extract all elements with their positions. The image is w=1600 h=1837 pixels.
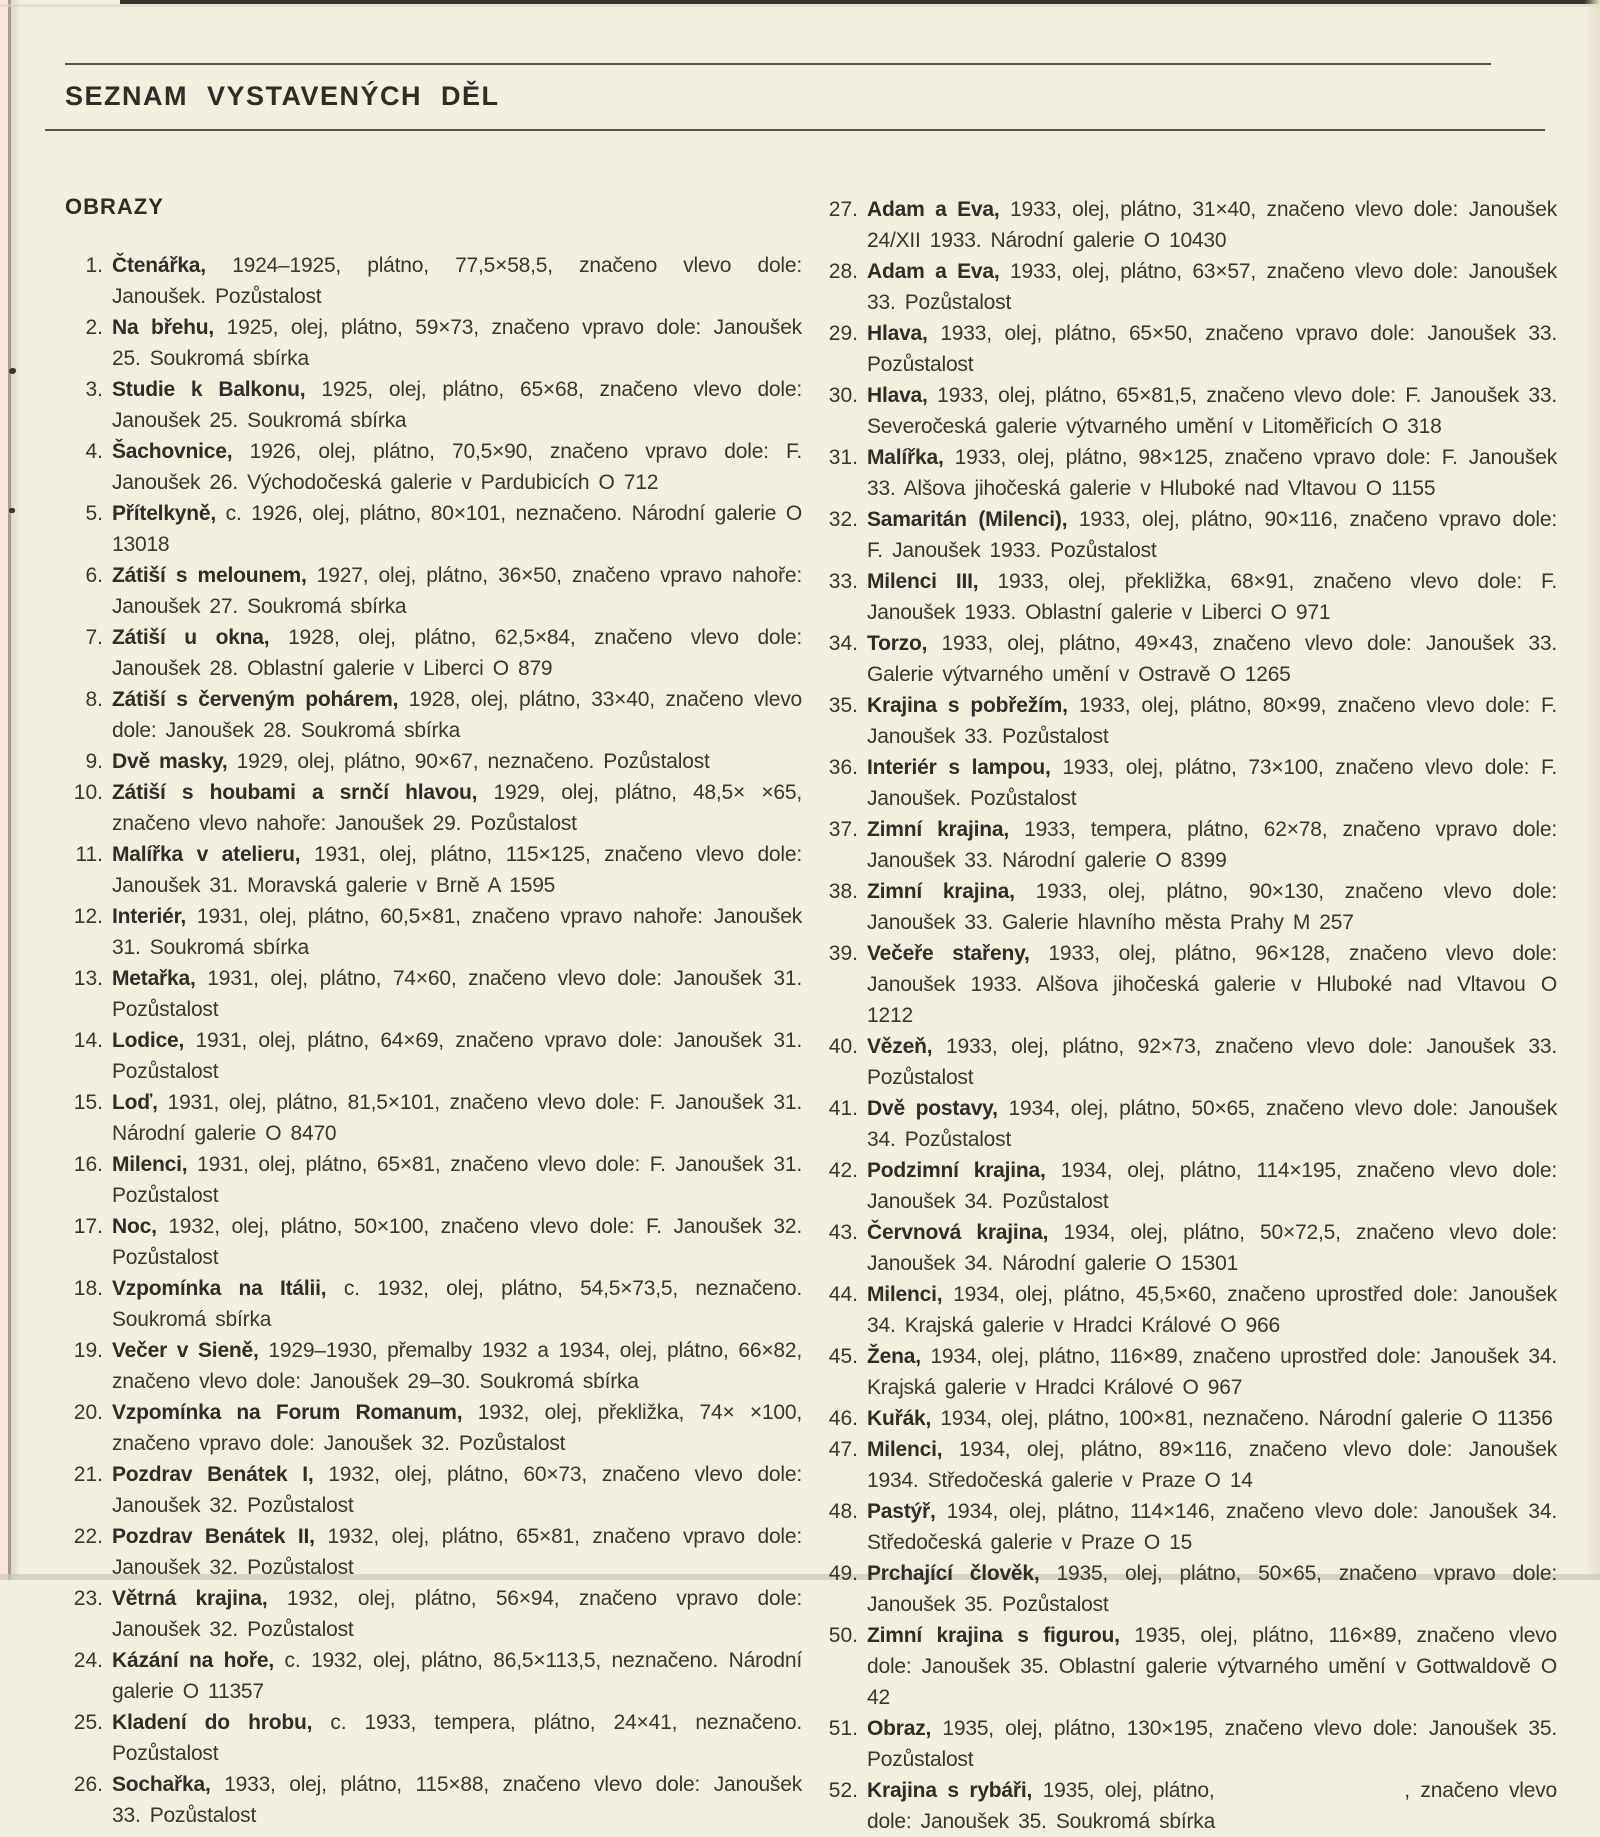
list-item	[820, 1496, 1557, 1558]
item-number: 27.	[828, 198, 858, 221]
work-title: Pozdrav Benátek II,	[112, 1525, 315, 1548]
work-details: 1933, olej, plátno, 115×88, značeno vlevo dole: Janoušek 33. Pozůstalost	[112, 1773, 803, 1827]
work-title: Milenci,	[867, 1283, 943, 1306]
work-title: Krajina s pobřežím,	[867, 694, 1068, 717]
work-details: 1933, olej, plátno, 80×99, značeno vlevo dole: F. Janoušek 33. Pozůstalost	[867, 694, 1557, 748]
list-item	[820, 1403, 1557, 1434]
work-title: Milenci,	[867, 1438, 943, 1461]
work-title: Dvě masky,	[112, 750, 228, 773]
work-title: Červnová krajina,	[867, 1221, 1049, 1244]
item-number: 35.	[828, 694, 858, 717]
work-title: Podzimní krajina,	[867, 1159, 1046, 1182]
item-number: 25.	[73, 1711, 103, 1734]
list-item	[65, 498, 802, 560]
work-details: 1933, olej, plátno, 92×73, značeno vlevo dole: Janoušek 33. Pozůstalost	[867, 1035, 1557, 1089]
work-title: Loď,	[112, 1091, 158, 1114]
works-list-right	[820, 194, 1557, 1837]
work-title: Šachovnice,	[112, 440, 233, 463]
list-item	[65, 1707, 802, 1769]
list-item	[65, 560, 802, 622]
work-details: 1933, olej, plátno, 63×57, značeno vlevo dole: Janoušek 33. Pozůstalost	[867, 260, 1557, 314]
work-title: Na břehu,	[112, 316, 215, 339]
work-details: 1933, olej, plátno, 96×128, značeno vlevo dole: Janoušek 1933. Alšova jihočeská galerie v Hluboké nad Vltavou O 1212	[867, 942, 1558, 1027]
list-item	[820, 1558, 1557, 1620]
item-number: 49.	[828, 1562, 858, 1585]
item-number: 48.	[828, 1500, 858, 1523]
list-item	[65, 1769, 802, 1831]
list-item	[820, 690, 1557, 752]
item-number: 51.	[828, 1717, 858, 1740]
scan-speck	[9, 508, 15, 513]
work-details: 1933, olej, překližka, 68×91, značeno vlevo dole: F. Janoušek 1933. Oblastní galerie v Liberci O 971	[867, 570, 1557, 624]
work-details: 1931, olej, plátno, 65×81, značeno vlevo dole: F. Janoušek 31. Pozůstalost	[112, 1153, 802, 1207]
list-item	[65, 963, 802, 1025]
work-details: 1933, olej, plátno, 73×100, značeno vlevo dole: F. Janoušek. Pozůstalost	[867, 756, 1557, 810]
work-details: 1928, olej, plátno, 62,5×84, značeno vlevo dole: Janoušek 28. Oblastní galerie v Liberci O 879	[112, 626, 802, 680]
work-details: 1934, olej, plátno, 100×81, neznačeno. Národní galerie O 11356	[940, 1407, 1553, 1430]
item-number: 40.	[828, 1035, 858, 1058]
works-list-left	[65, 250, 802, 1831]
list-item	[820, 752, 1557, 814]
work-title: Prchající člověk,	[867, 1562, 1040, 1585]
list-item	[820, 442, 1557, 504]
work-title: Dvě postavy,	[867, 1097, 998, 1120]
work-title: Malířka v atelieru,	[112, 843, 301, 866]
item-number: 38.	[828, 880, 858, 903]
item-number: 34.	[828, 632, 858, 655]
item-number: 20.	[73, 1401, 103, 1424]
work-title: Kladení do hrobu,	[112, 1711, 313, 1734]
work-details: 1933, olej, plátno, 90×116, značeno vpravo dole: F. Janoušek 1933. Pozůstalost	[867, 508, 1557, 562]
work-title: Lodice,	[112, 1029, 185, 1052]
list-item	[820, 1341, 1557, 1403]
list-item	[820, 566, 1557, 628]
work-details: 1929, olej, plátno, 48,5× ×65, značeno vlevo nahoře: Janoušek 29. Pozůstalost	[112, 781, 802, 835]
item-number: 16.	[73, 1153, 103, 1176]
list-item	[65, 374, 802, 436]
list-item	[820, 1775, 1557, 1837]
section-heading: OBRAZY	[65, 194, 164, 219]
item-number: 9.	[85, 750, 103, 773]
work-details: 1929, olej, plátno, 90×67, neznačeno. Pozůstalost	[236, 750, 710, 773]
list-item	[65, 1397, 802, 1459]
list-item	[820, 1031, 1557, 1093]
item-number: 1.	[85, 254, 103, 277]
item-number: 43.	[828, 1221, 858, 1244]
list-item	[65, 901, 802, 963]
list-item	[820, 876, 1557, 938]
work-title: Zátiší s houbami a srnčí hlavou,	[112, 781, 478, 804]
list-item	[820, 1620, 1557, 1713]
list-item	[65, 250, 802, 312]
item-number: 37.	[828, 818, 858, 841]
list-item	[820, 1434, 1557, 1496]
work-title: Zátiší s červeným pohárem,	[112, 688, 399, 711]
work-title: Kázání na hoře,	[112, 1649, 274, 1672]
work-details: 1933, olej, plátno, 98×125, značeno vpravo dole: F. Janoušek 33. Alšova jihočeská galerie v Hluboké nad Vltavou O 1155	[867, 446, 1557, 500]
item-number: 44.	[828, 1283, 858, 1306]
item-number: 41.	[828, 1097, 858, 1120]
work-title: Hlava,	[867, 384, 928, 407]
work-title: Kuřák,	[867, 1407, 932, 1430]
item-number: 7.	[85, 626, 103, 649]
column-left	[65, 194, 802, 1837]
scan-edge-left	[0, 0, 8, 1580]
item-number: 13.	[73, 967, 103, 990]
work-title: Zimní krajina s figurou,	[867, 1624, 1120, 1647]
work-details: 1932, olej, plátno, 56×94, značeno vpravo dole: Janoušek 32. Pozůstalost	[112, 1587, 803, 1641]
item-number: 12.	[73, 905, 103, 928]
work-details: c. 1933, tempera, plátno, 24×41, neznačeno. Pozůstalost	[112, 1711, 803, 1765]
work-title: Pozdrav Benátek I,	[112, 1463, 314, 1486]
work-title: Pastýř,	[867, 1500, 936, 1523]
item-number: 2.	[85, 316, 103, 339]
work-details: 1931, olej, plátno, 115×125, značeno vlevo dole: Janoušek 31. Moravská galerie v Brně A 1595	[112, 843, 802, 897]
item-number: 4.	[85, 440, 103, 463]
list-item	[820, 1713, 1557, 1775]
scan-edge-top-soft	[0, 4, 1600, 7]
work-details: c. 1932, olej, plátno, 54,5×73,5, neznačeno. Soukromá sbírka	[112, 1277, 803, 1331]
item-number: 31.	[828, 446, 858, 469]
list-item	[65, 1087, 802, 1149]
divider-top	[65, 63, 1491, 65]
work-details: 1933, olej, plátno, 65×81,5, značeno vlevo dole: F. Janoušek 33. Severočeská galerie výtvarného umění v Litoměřicích O 318	[867, 384, 1557, 438]
list-item	[65, 1025, 802, 1087]
list-item	[65, 1583, 802, 1645]
item-number: 8.	[85, 688, 103, 711]
work-title: Vzpomínka na Itálii,	[112, 1277, 327, 1300]
work-title: Zátiší s melounem,	[112, 564, 307, 587]
list-item	[65, 1521, 802, 1583]
work-title: Vězeň,	[867, 1035, 933, 1058]
work-title: Obraz,	[867, 1717, 932, 1740]
item-number: 24.	[73, 1649, 103, 1672]
work-details: 1928, olej, plátno, 33×40, značeno vlevo dole: Janoušek 28. Soukromá sbírka	[112, 688, 802, 742]
list-item	[820, 1093, 1557, 1155]
work-title: Malířka,	[867, 446, 944, 469]
list-item	[65, 839, 802, 901]
list-item	[820, 194, 1557, 256]
list-item	[65, 1149, 802, 1211]
work-details: 1935, olej, plátno, , značeno vlevo dole: Janoušek 35. Soukromá sbírka	[867, 1779, 1557, 1833]
item-number: 32.	[828, 508, 858, 531]
work-title: Sochařka,	[112, 1773, 211, 1796]
work-details: 1934, olej, plátno, 116×89, značeno uprostřed dole: Janoušek 34. Krajská galerie v Hradci Králové O 967	[867, 1345, 1557, 1399]
work-title: Vzpomínka na Forum Romanum,	[112, 1401, 463, 1424]
work-details: 1925, olej, plátno, 59×73, značeno vpravo dole: Janoušek 25. Soukromá sbírka	[112, 316, 802, 370]
item-number: 30.	[828, 384, 858, 407]
list-item	[820, 628, 1557, 690]
item-number: 47.	[828, 1438, 858, 1461]
work-details: 1931, olej, plátno, 74×60, značeno vlevo dole: Janoušek 31. Pozůstalost	[112, 967, 802, 1021]
work-title: Milenci,	[112, 1153, 188, 1176]
scan-edge-right	[1584, 0, 1600, 1580]
work-title: Větrná krajina,	[112, 1587, 268, 1610]
item-number: 50.	[828, 1624, 858, 1647]
item-number: 26.	[73, 1773, 103, 1796]
list-item	[820, 814, 1557, 876]
work-title: Milenci III,	[867, 570, 979, 593]
item-number: 14.	[73, 1029, 103, 1052]
work-details: 1935, olej, plátno, 116×89, značeno vlevo dole: Janoušek 35. Oblastní galerie výtvarného umění v Gottwaldově O 42	[867, 1624, 1558, 1709]
list-item	[820, 938, 1557, 1031]
work-title: Zimní krajina,	[867, 818, 1010, 841]
work-details: 1934, olej, plátno, 50×65, značeno vlevo dole: Janoušek 34. Pozůstalost	[867, 1097, 1557, 1151]
item-number: 52.	[828, 1779, 858, 1802]
work-details: 1931, olej, plátno, 60,5×81, značeno vpravo nahoře: Janoušek 31. Soukromá sbírka	[112, 905, 803, 959]
item-number: 22.	[73, 1525, 103, 1548]
work-title: Večer v Sieně,	[112, 1339, 259, 1362]
list-item	[65, 777, 802, 839]
work-details: 1935, olej, plátno, 50×65, značeno vpravo dole: Janoušek 35. Pozůstalost	[867, 1562, 1557, 1616]
work-details: 1935, olej, plátno, 130×195, značeno vlevo dole: Janoušek 35. Pozůstalost	[867, 1717, 1557, 1771]
work-details: 1925, olej, plátno, 65×68, značeno vlevo dole: Janoušek 25. Soukromá sbírka	[112, 378, 802, 432]
work-title: Metařka,	[112, 967, 196, 990]
work-details: 1932, olej, plátno, 60×73, značeno vlevo dole: Janoušek 32. Pozůstalost	[112, 1463, 802, 1517]
item-number: 39.	[828, 942, 858, 965]
work-title: Noc,	[112, 1215, 157, 1238]
list-item	[65, 684, 802, 746]
work-details: 1934, olej, plátno, 89×116, značeno vlevo dole: Janoušek 1934. Středočeská galerie v Praze O 14	[867, 1438, 1557, 1492]
work-title: Adam a Eva,	[867, 260, 1000, 283]
work-details: 1933, tempera, plátno, 62×78, značeno vpravo dole: Janoušek 33. Národní galerie O 8399	[867, 818, 1557, 872]
item-number: 45.	[828, 1345, 858, 1368]
work-details: 1927, olej, plátno, 36×50, značeno vpravo nahoře: Janoušek 27. Soukromá sbírka	[112, 564, 802, 618]
list-item	[65, 1273, 802, 1335]
work-details: 1934, olej, plátno, 50×72,5, značeno vlevo dole: Janoušek 34. Národní galerie O 15301	[867, 1221, 1557, 1275]
item-number: 21.	[73, 1463, 103, 1486]
work-title: Večeře stařeny,	[867, 942, 1030, 965]
work-details: 1932, olej, plátno, 50×100, značeno vlevo dole: F. Janoušek 32. Pozůstalost	[112, 1215, 802, 1269]
work-details: 1934, olej, plátno, 45,5×60, značeno uprostřed dole: Janoušek 34. Krajská galerie v Hradci Králové O 966	[867, 1283, 1557, 1337]
list-item	[65, 1335, 802, 1397]
item-number: 36.	[828, 756, 858, 779]
page-title: SEZNAM VYSTAVENÝCH DĚL	[65, 81, 500, 111]
list-item	[820, 1155, 1557, 1217]
work-details: 1931, olej, plátno, 64×69, značeno vpravo dole: Janoušek 31. Pozůstalost	[112, 1029, 803, 1083]
list-item	[65, 1211, 802, 1273]
divider-under-title	[45, 129, 1545, 131]
work-details: 1933, olej, plátno, 65×50, značeno vpravo dole: Janoušek 33. Pozůstalost	[867, 322, 1557, 376]
work-details: 1932, olej, překližka, 74× ×100, značeno vpravo dole: Janoušek 32. Pozůstalost	[112, 1401, 803, 1455]
work-title: Torzo,	[867, 632, 928, 655]
item-number: 23.	[73, 1587, 103, 1610]
item-number: 10.	[73, 781, 103, 804]
list-item	[820, 318, 1557, 380]
item-number: 33.	[828, 570, 858, 593]
work-details: 1929–1930, přemalby 1932 a 1934, olej, plátno, 66×82, značeno vlevo dole: Janoušek 29–30. Soukromá sbírka	[112, 1339, 802, 1393]
work-details: 1924–1925, plátno, 77,5×58,5, značeno vlevo dole: Janoušek. Pozůstalost	[112, 254, 803, 308]
work-details: 1926, olej, plátno, 70,5×90, značeno vpravo dole: F. Janoušek 26. Východočeská galerie v Pardubicích O 712	[112, 440, 802, 494]
work-title: Čtenářka,	[112, 254, 206, 277]
item-number: 42.	[828, 1159, 858, 1182]
list-item	[820, 1217, 1557, 1279]
work-title: Zimní krajina,	[867, 880, 1015, 903]
work-details: 1933, olej, plátno, 90×130, značeno vlevo dole: Janoušek 33. Galerie hlavního města Prahy M 257	[867, 880, 1558, 934]
item-number: 3.	[85, 378, 103, 401]
list-item	[65, 622, 802, 684]
work-details: 1934, olej, plátno, 114×195, značeno vlevo dole: Janoušek 34. Pozůstalost	[867, 1159, 1558, 1213]
item-number: 18.	[73, 1277, 103, 1300]
list-item	[65, 746, 802, 777]
list-item	[65, 1459, 802, 1521]
work-title: Adam a Eva,	[867, 198, 1000, 221]
item-number: 15.	[73, 1091, 103, 1114]
work-details: 1933, olej, plátno, 31×40, značeno vlevo dole: Janoušek 24/XII 1933. Národní galerie O 10430	[867, 198, 1557, 252]
scan-edge-left-shade	[11, 0, 21, 1580]
work-details: 1934, olej, plátno, 114×146, značeno vlevo dole: Janoušek 34. Středočeská galerie v Praze O 15	[867, 1500, 1557, 1554]
work-details: 1933, olej, plátno, 49×43, značeno vlevo dole: Janoušek 33. Galerie výtvarného umění v Ostravě O 1265	[867, 632, 1557, 686]
item-number: 11.	[75, 843, 103, 866]
work-title: Žena,	[867, 1345, 921, 1368]
list-item	[820, 504, 1557, 566]
work-details: 1932, olej, plátno, 65×81, značeno vpravo dole: Janoušek 32. Pozůstalost	[112, 1525, 803, 1579]
list-item	[820, 380, 1557, 442]
item-number: 29.	[828, 322, 858, 345]
work-title: Krajina s rybáři,	[867, 1779, 1033, 1802]
item-number: 28.	[828, 260, 858, 283]
catalog-page	[65, 63, 1557, 1837]
work-title: Hlava,	[867, 322, 928, 345]
work-title: Zátiší u okna,	[112, 626, 270, 649]
list-item	[820, 1279, 1557, 1341]
two-column-layout	[65, 194, 1557, 1837]
list-item	[65, 312, 802, 374]
item-number: 17.	[73, 1215, 103, 1238]
work-title: Interiér s lampou,	[867, 756, 1051, 779]
work-title: Studie k Balkonu,	[112, 378, 306, 401]
item-number: 46.	[828, 1407, 858, 1430]
list-item	[65, 1645, 802, 1707]
work-details: c. 1926, olej, plátno, 80×101, neznačeno. Národní galerie O 13018	[112, 502, 802, 556]
column-right	[820, 194, 1557, 1837]
item-number: 19.	[73, 1339, 103, 1362]
work-title: Interiér,	[112, 905, 187, 928]
item-number: 5.	[85, 502, 103, 525]
work-title: Přítelkyně,	[112, 502, 217, 525]
work-title: Samaritán (Milenci),	[867, 508, 1068, 531]
list-item	[820, 256, 1557, 318]
scan-speck	[9, 368, 16, 374]
item-number: 6.	[85, 564, 103, 587]
work-details: 1931, olej, plátno, 81,5×101, značeno vlevo dole: F. Janoušek 31. Národní galerie O 8470	[112, 1091, 802, 1145]
list-item	[65, 436, 802, 498]
work-details: c. 1932, olej, plátno, 86,5×113,5, neznačeno. Národní galerie O 11357	[112, 1649, 802, 1703]
